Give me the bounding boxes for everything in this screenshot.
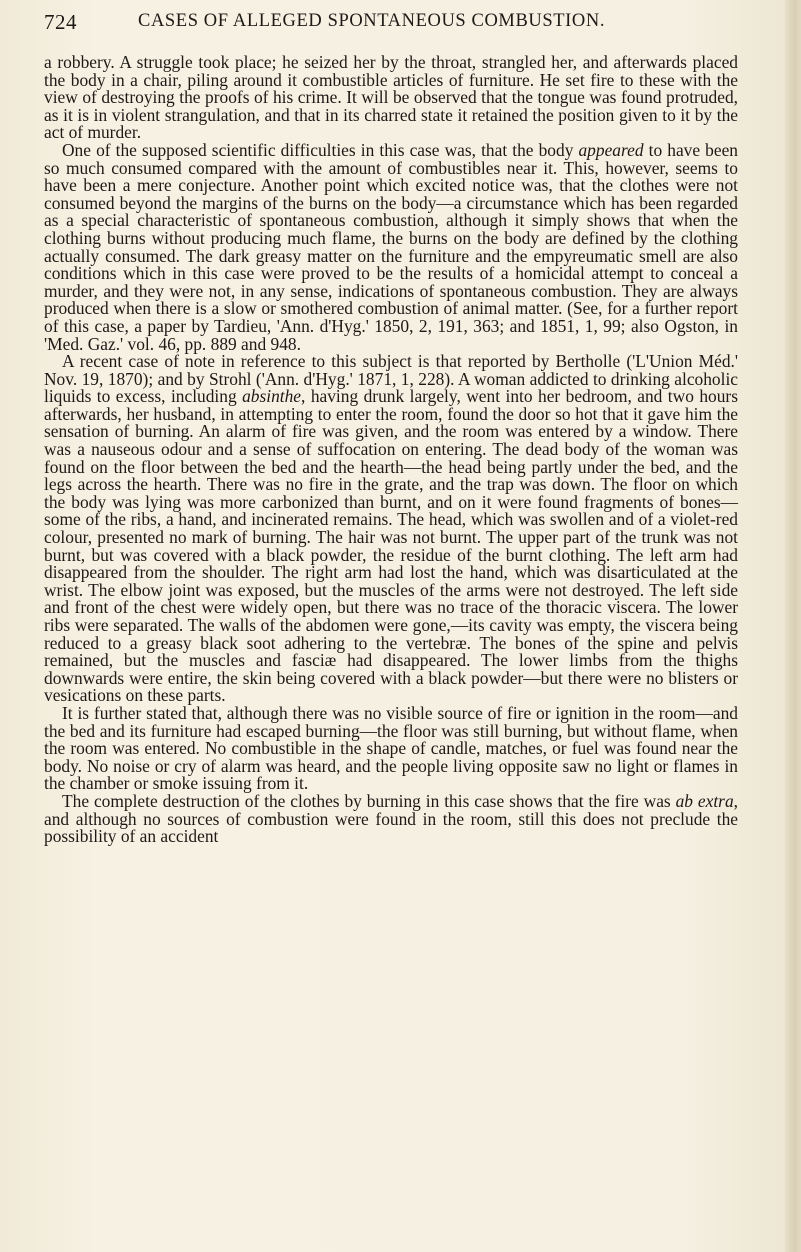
paragraph bbox=[44, 139, 738, 354]
text-run: , having drunk largely, went into her bedroom, and two hours afterwards, her husband, in attempting to enter the room, found the door so hot that it gave him the sensation of burning. An alarm of fire was given, and the room was entered by a window. There was a nauseous odour and a sense of suffocation on entering. The dead body of the woman was found on the floor between the bed and the hearth—the head being partly under the bed, and the legs across the hearth. There was no fire in the grate, and the trap was down. The floor on which the body was lying was more carbonized than burnt, and on it were found fragments of bones—some of the ribs, a hand, and incinerated remains. The head, which was swollen and of a violet-red colour, presented no mark of burning. The hair was not burnt. The upper part of the trunk was not burnt, but was covered with a black powder, the residue of the burnt clothing. The left arm had disappeared from the shoulder. The right arm had lost the hand, which was disarticulated at the wrist. The elbow joint was exposed, but the muscles of the arms were not destroyed. The left side and front of the chest were widely open, but there was no trace of the thoracic viscera. The lower ribs were separated. The walls of the abdomen were gone,—its cavity was empty, the viscera being reduced to a greasy black soot adhering to the vertebræ. The bones of the spine and pelvis remained, but the muscles and fasciæ had disappeared. The lower limbs from the thighs downwards were entire, the skin being covered with a black powder—but there were no blisters or vesications on these parts. bbox=[44, 386, 738, 706]
page-header bbox=[44, 10, 744, 40]
text-run: One of the supposed scientific difficulties in this case was, that the body bbox=[62, 139, 579, 160]
paragraph bbox=[44, 790, 738, 847]
page-number: 724 bbox=[44, 10, 77, 34]
italic-term: appeared bbox=[578, 139, 644, 160]
italic-term: absinthe bbox=[242, 386, 302, 407]
paragraph bbox=[44, 353, 738, 705]
running-head: CASES OF ALLEGED SPONTANEOUS COMBUSTION. bbox=[138, 11, 606, 31]
text-run: to have been so much consumed compared with the amount of combustibles near it. This, however, seems to have been a mere conjecture. Another point which excited notice was, that the clothes were not consumed beyond the margins of the burns on the body—a circumstance which has been regarded as a special characteristic of spontaneous combustion, although it simply shows that when the clothing burns without producing much flame, the burns on the body are defined by the clothing actually consumed. The dark greasy matter on the furniture and the empyreumatic smell are also conditions which in this case were proved to be the results of a homicidal attempt to conceal a murder, and they were not, in any sense, indications of spontaneous combustion. They are always produced when there is a slow or smothered combustion of animal matter. (See, for a further report of this case, a paper by Tardieu, 'Ann. d'Hyg.' 1850, 2, 191, 363; and 1851, 1, 99; also Ogston, in 'Med. Gaz.' vol. 46, pp. 889 and 948. bbox=[44, 139, 738, 354]
text-run: A recent case of note in reference to this subject is that reported by Bertholle ('L'Union Méd.' Nov. 19, 1870); and by Strohl ('Ann. d'Hyg.' 1871, 1, 228). A woman addicted to drinking alcoholic liquids to excess, including bbox=[44, 351, 738, 407]
text-run: , and although no sources of combustion were found in the room, still this does not preclude the possibility of an accident bbox=[44, 790, 738, 847]
italic-term: ab extra bbox=[675, 790, 734, 811]
paragraph bbox=[44, 54, 738, 142]
page-edge-shadow bbox=[785, 0, 801, 1252]
text-run: It is further stated that, although there was no visible source of fire or ignition in the room—and the bed and its furniture had escaped burning—the floor was still burning, but without flame, when the room was entered. No combustible in the shape of candle, matches, or fuel was found near the body. No noise or cry of alarm was heard, and the people living opposite saw no light or flames in the chamber or smoke issuing from it. bbox=[44, 702, 738, 794]
body-text bbox=[44, 54, 738, 846]
text-run: a robbery. A struggle took place; he seized her by the throat, strangled her, and afterwards placed the body in a chair, piling around it combustible articles of furniture. He set fire to these with the view of destroying the proofs of his crime. It will be observed that the tongue was found protruded, as it is in violent strangulation, and that in its charred state it retained the position given to it by the act of murder. bbox=[44, 52, 738, 143]
paragraph bbox=[44, 702, 738, 794]
text-run: The complete destruction of the clothes by burning in this case shows that the fire was bbox=[62, 790, 676, 811]
